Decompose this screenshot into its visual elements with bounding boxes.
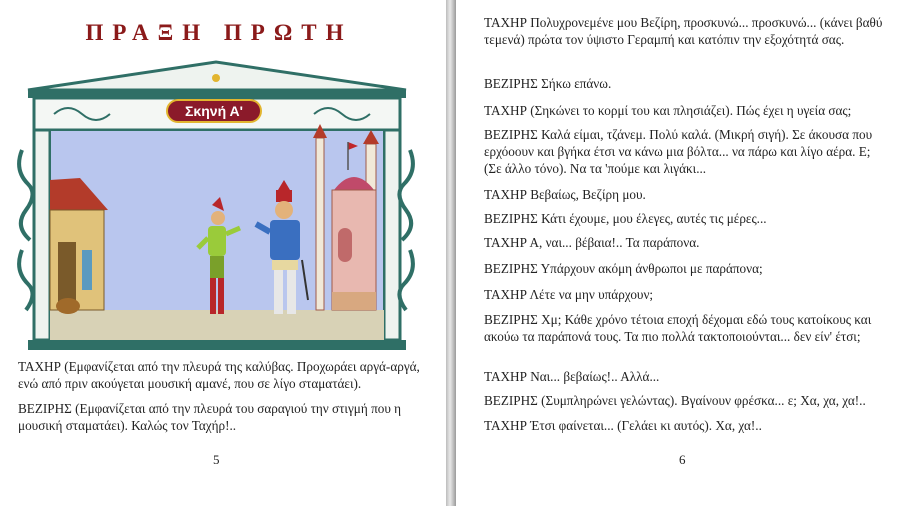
dialogue-line: ΤΑΧΗΡ Πολυχρονεμένε μου Βεζίρη, προσκυνώ... προσκυνώ... (κάνει βαθύ τεμενά) πρώτα τον ύψιστο Γεραμπή και κατόπιν την εξοχότητά σας. bbox=[484, 15, 883, 47]
left-page bbox=[0, 0, 446, 506]
dialogue-line: ΤΑΧΗΡ Ναι... βεβαίως!.. Αλλά... bbox=[484, 369, 660, 384]
dialogue-line: ΒΕΖΙΡΗΣ (Συμπληρώνει γελώντας). Βγαίνουν φρέσκα... ε; Χα, χα, χα!.. bbox=[484, 393, 866, 408]
stage-base bbox=[28, 340, 406, 350]
dialogue-line: ΤΑΧΗΡ Α, ναι... βέβαια!.. Τα παράπονα. bbox=[484, 235, 700, 250]
book-gutter bbox=[446, 0, 456, 506]
scene-label: Σκηνή Α' bbox=[185, 103, 243, 119]
dialogue-line: ΤΑΧΗΡ Λέτε να μην υπάρχουν; bbox=[484, 287, 654, 302]
dialogue-line: ΤΑΧΗΡ (Σηκώνει το κορμί του και πλησιάζει). Πώς έχει η υγεία σας; bbox=[484, 103, 852, 118]
stage-direction-paragraph: ΒΕΖΙΡΗΣ (Εμφανίζεται από την πλευρά του σαραγιού την στιγμή που η μουσική σταματάει). Καλώς τον Ταχήρ!.. bbox=[18, 401, 402, 433]
page-number: 6 bbox=[679, 452, 686, 467]
dialogue-line: ΒΕΖΙΡΗΣ Καλά είμαι, τζάνεμ. Πολύ καλά. (Μικρή σιγή). Σε άκουσα που ερχόοουν και βγήκα έτσι να κάνω μια βόλτα... να πάρω και λίγο αέρα. Ε; (Σε άλλο τόνο). Να τα 'πούμε και λιγάκι... bbox=[484, 127, 873, 176]
scene-badge bbox=[166, 99, 262, 123]
left-column bbox=[34, 130, 50, 340]
dialogue-line: ΒΕΖΙΡΗΣ Χμ; Κάθε χρόνο τέτοια εποχή δέχομαι εδώ τους κατοίκους και ακούω τα παράπονά τους. Τα πιο πολλά τακτοποιούνται... δεν είν' έτσι; bbox=[484, 312, 872, 344]
pediment-ornament bbox=[212, 74, 220, 82]
right-column bbox=[384, 130, 400, 340]
stage-direction-paragraph: ΤΑΧΗΡ (Εμφανίζεται από την πλευρά της καλύβας. Προχωράει αργά-αργά, ενώ από πριν ακούγεται μουσική αμανέ, που σε λίγο σταματάει). bbox=[18, 359, 420, 391]
dialogue-line: ΒΕΖΙΡΗΣ Κάτι έχουμε, μου έλεγες, αυτές τις μέρες... bbox=[484, 211, 767, 226]
right-page bbox=[456, 0, 901, 506]
dialogue-line: ΒΕΖΙΡΗΣ Σήκω επάνω. bbox=[484, 76, 612, 91]
dialogue-line: ΒΕΖΙΡΗΣ Υπάρχουν ακόμη άνθρωποι με παράπονα; bbox=[484, 261, 763, 276]
dialogue-line: ΤΑΧΗΡ Έτσι φαίνεται... (Γελάει κι αυτός). Χα, χα!.. bbox=[484, 418, 762, 433]
dialogue-line: ΤΑΧΗΡ Βεβαίως, Βεζίρη μου. bbox=[484, 187, 646, 202]
page-number: 5 bbox=[213, 452, 220, 467]
act-title: ΠΡΑΞΗ ΠΡΩΤΗ bbox=[85, 20, 353, 45]
